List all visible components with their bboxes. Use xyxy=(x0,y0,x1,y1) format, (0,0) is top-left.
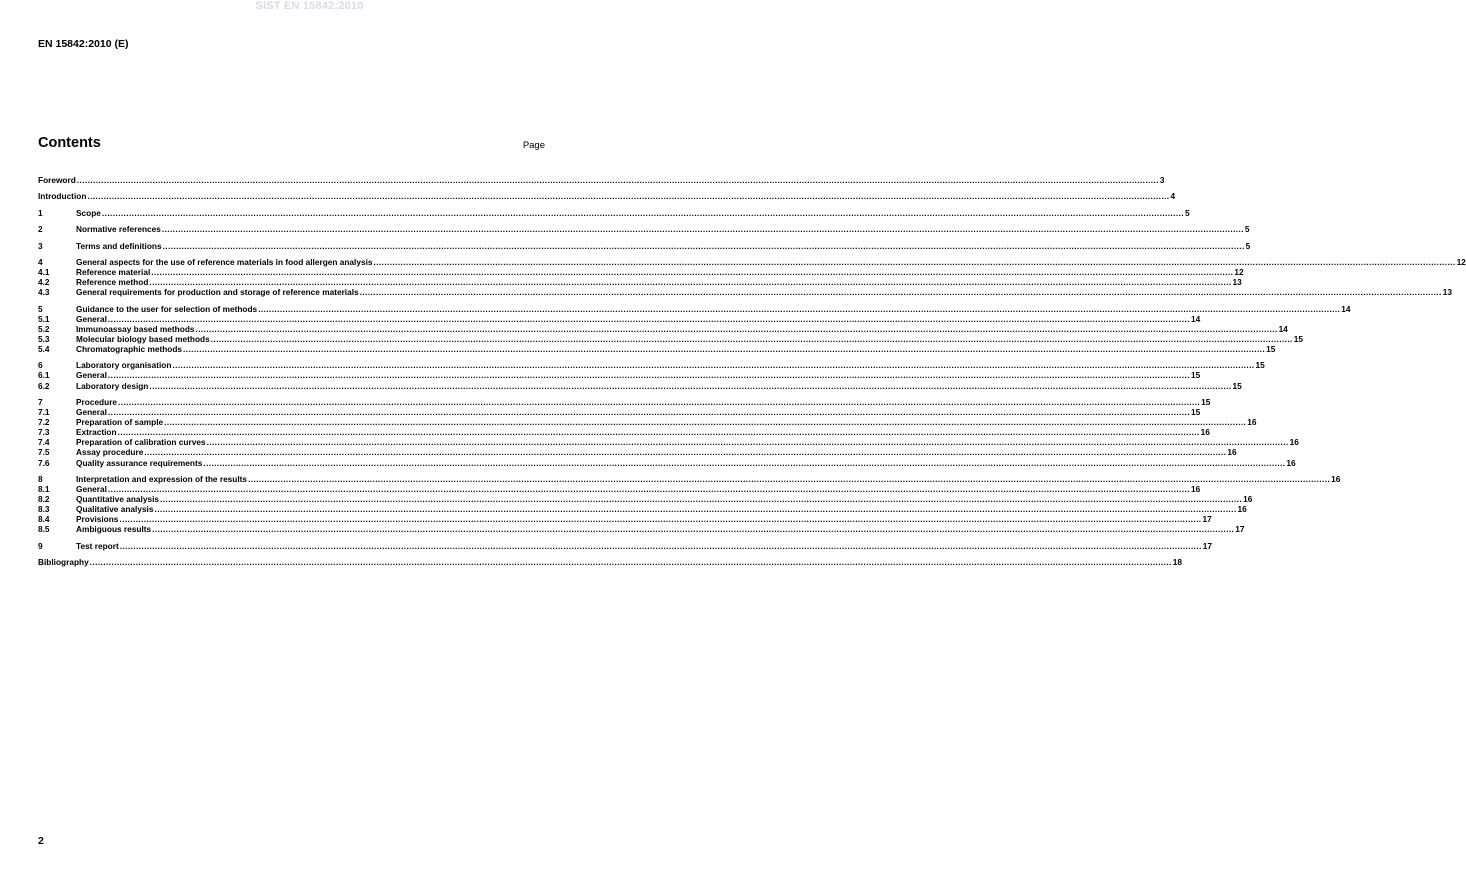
toc-entry-page: 16 xyxy=(1237,504,1247,515)
toc-entry-page: 15 xyxy=(1232,380,1242,391)
toc-entry-number: 5.3 xyxy=(38,333,50,344)
toc-dot-leader: ................................................................................................................................................................................................................................................................................................................................................................................................................ xyxy=(76,175,1159,185)
toc-entry-page: 15 xyxy=(1255,360,1265,371)
toc-entry-number: 3 xyxy=(38,240,43,251)
toc-entry-title: Qualitative analysis xyxy=(76,504,154,515)
toc-entry[interactable] xyxy=(38,504,1247,515)
toc-dot-leader: ................................................................................................................................................................................................................................................................................................................................................................................................................ xyxy=(107,370,1190,381)
toc-entry-number: 9 xyxy=(38,540,43,551)
toc-entry-title: Preparation of sample xyxy=(76,417,164,428)
toc-entry-page: 18 xyxy=(1172,557,1183,568)
toc-entry[interactable] xyxy=(38,344,1276,354)
toc-entry-number: 8.1 xyxy=(38,484,50,495)
toc-entry-page: 13 xyxy=(1442,287,1452,298)
toc-entry[interactable] xyxy=(38,437,1299,448)
toc-entry[interactable] xyxy=(38,417,1257,428)
toc-entry-page: 17 xyxy=(1202,514,1212,525)
toc-entry-number: 7 xyxy=(38,396,43,407)
toc-entry-page: 16 xyxy=(1289,437,1299,448)
toc-dot-leader: ................................................................................................................................................................................................................................................................................................................................................................................................................ xyxy=(164,417,1247,428)
toc-entry-title: Molecular biology based methods xyxy=(76,333,210,344)
toc-dot-leader: ................................................................................................................................................................................................................................................................................................................................................................................................................ xyxy=(203,457,1286,468)
toc-entry[interactable] xyxy=(38,207,1190,218)
toc-entry[interactable] xyxy=(38,494,1253,505)
toc-entry-number: 7.3 xyxy=(38,427,50,438)
toc-entry-page: 17 xyxy=(1202,540,1213,551)
toc-dot-leader: ................................................................................................................................................................................................................................................................................................................................................................................................................ xyxy=(107,313,1190,324)
toc-entry-title: Preparation of calibration curves xyxy=(76,437,206,448)
toc-entry-title: Assay procedure xyxy=(76,447,144,458)
toc-entry-title: Provisions xyxy=(76,514,119,525)
toc-entry[interactable] xyxy=(38,396,1211,407)
toc-entry-number: 7.6 xyxy=(38,457,50,468)
toc-entry-number: 5.1 xyxy=(38,313,50,324)
toc-entry-title: Laboratory organisation xyxy=(76,360,172,371)
toc-entry-title: Guidance to the user for selection of methods xyxy=(76,303,258,314)
toc-entry-number: 1 xyxy=(38,207,43,218)
toc-entry[interactable] xyxy=(38,256,1466,267)
toc-entry-page: 15 xyxy=(1201,396,1211,407)
toc-entry[interactable] xyxy=(38,557,1183,568)
toc-entry[interactable] xyxy=(38,287,1452,298)
toc-entry-title: General xyxy=(76,370,107,381)
toc-dot-leader: ................................................................................................................................................................................................................................................................................................................................................................................................................ xyxy=(161,224,1244,235)
toc-entry-page: 16 xyxy=(1227,447,1237,458)
toc-entry[interactable] xyxy=(38,333,1303,344)
toc-entry-title: Chromatographic methods xyxy=(76,344,183,354)
toc-entry[interactable] xyxy=(38,277,1242,288)
toc-entry-page: 15 xyxy=(1190,407,1201,418)
toc-entry-page: 16 xyxy=(1243,494,1253,505)
toc-entry-number: 5.4 xyxy=(38,344,50,354)
toc-entry-page: 15 xyxy=(1293,333,1303,344)
toc-entry-page: 13 xyxy=(1232,277,1242,288)
toc-dot-leader: ................................................................................................................................................................................................................................................................................................................................................................................................................ xyxy=(206,437,1289,448)
toc-entry-page: 5 xyxy=(1245,240,1251,251)
toc-dot-leader: ................................................................................................................................................................................................................................................................................................................................................................................................................ xyxy=(87,191,1170,202)
toc-dot-leader: ................................................................................................................................................................................................................................................................................................................................................................................................................ xyxy=(144,447,1227,458)
toc-dot-leader: ................................................................................................................................................................................................................................................................................................................................................................................................................ xyxy=(89,557,1172,568)
toc-entry-title: Procedure xyxy=(76,396,118,407)
toc-entry-number: 7.1 xyxy=(38,407,50,418)
toc-entry[interactable] xyxy=(38,457,1296,468)
toc-entry-number: 7.2 xyxy=(38,417,50,428)
toc-entry-page: 4 xyxy=(1170,191,1176,202)
toc-entry[interactable] xyxy=(38,303,1351,314)
toc-entry[interactable] xyxy=(38,427,1210,438)
toc-entry[interactable] xyxy=(38,360,1265,371)
toc-entry-number: 7.5 xyxy=(38,447,50,458)
document-id: EN 15842:2010 (E) xyxy=(38,38,129,50)
toc-dot-leader: ................................................................................................................................................................................................................................................................................................................................................................................................................ xyxy=(183,344,1266,354)
toc-entry-title: Test report xyxy=(76,540,119,551)
toc-entry-page: 16 xyxy=(1286,457,1296,468)
toc-dot-leader: ................................................................................................................................................................................................................................................................................................................................................................................................................ xyxy=(101,207,1184,218)
toc-entry-title: Foreword xyxy=(38,175,76,185)
toc-entry-number: 4.1 xyxy=(38,267,50,278)
toc-entry[interactable] xyxy=(38,323,1288,334)
toc-entry[interactable] xyxy=(38,473,1341,484)
toc-entry[interactable] xyxy=(38,313,1201,324)
toc-entry-title: Bibliography xyxy=(38,557,89,568)
toc-dot-leader: ................................................................................................................................................................................................................................................................................................................................................................................................................ xyxy=(117,427,1200,438)
toc-entry-title: Scope xyxy=(76,207,101,218)
toc-entry-page: 12 xyxy=(1456,256,1466,267)
toc-entry[interactable] xyxy=(38,380,1242,391)
toc-entry-number: 8.3 xyxy=(38,504,50,515)
toc-entry-number: 6.2 xyxy=(38,380,50,391)
toc-entry-number: 2 xyxy=(38,224,43,235)
toc-entry-title: Interpretation and expression of the results xyxy=(76,473,248,484)
toc-entry-title: Normative references xyxy=(76,224,161,235)
toc-entry-title: Laboratory design xyxy=(76,380,149,391)
toc-dot-leader: ................................................................................................................................................................................................................................................................................................................................................................................................................ xyxy=(160,494,1243,505)
toc-dot-leader: ................................................................................................................................................................................................................................................................................................................................................................................................................ xyxy=(162,240,1245,251)
toc-entry-title: General requirements for production and storage of reference materials xyxy=(76,287,359,298)
toc-entry-title: General aspects for the use of reference materials in food allergen analysis xyxy=(76,256,373,267)
toc-dot-leader: ................................................................................................................................................................................................................................................................................................................................................................................................................ xyxy=(210,333,1293,344)
toc-dot-leader: ................................................................................................................................................................................................................................................................................................................................................................................................................ xyxy=(154,504,1237,515)
toc-entry-title: Terms and definitions xyxy=(76,240,162,251)
toc-entry-title: Extraction xyxy=(76,427,117,438)
toc-entry-page: 14 xyxy=(1341,303,1351,314)
toc-dot-leader: ................................................................................................................................................................................................................................................................................................................................................................................................................ xyxy=(119,540,1202,551)
toc-entry[interactable] xyxy=(38,447,1237,458)
toc-entry-number: 8 xyxy=(38,473,43,484)
toc-entry-number: 6 xyxy=(38,360,43,371)
toc-dot-leader: ................................................................................................................................................................................................................................................................................................................................................................................................................ xyxy=(195,323,1278,334)
toc-entry-title: Ambiguous results xyxy=(76,524,152,535)
table-of-contents xyxy=(38,175,1466,568)
toc-dot-leader: ................................................................................................................................................................................................................................................................................................................................................................................................................ xyxy=(107,407,1190,418)
toc-entry[interactable] xyxy=(38,175,1165,185)
toc-entry[interactable] xyxy=(38,240,1251,251)
toc-entry-page: 14 xyxy=(1278,323,1288,334)
toc-entry-title: Quality assurance requirements xyxy=(76,457,203,468)
toc-entry-page: 5 xyxy=(1244,224,1250,235)
toc-entry-title: General xyxy=(76,313,107,324)
toc-entry-title: Reference material xyxy=(76,267,151,278)
toc-dot-leader: ................................................................................................................................................................................................................................................................................................................................................................................................................ xyxy=(373,256,1456,267)
toc-dot-leader: ................................................................................................................................................................................................................................................................................................................................................................................................................ xyxy=(248,473,1331,484)
toc-entry-page: 14 xyxy=(1190,313,1201,324)
toc-entry-title: Quantitative analysis xyxy=(76,494,160,505)
toc-dot-leader: ................................................................................................................................................................................................................................................................................................................................................................................................................ xyxy=(152,524,1235,535)
page-column-label: Page xyxy=(522,140,545,151)
toc-entry-number: 6.1 xyxy=(38,370,50,381)
toc-entry[interactable] xyxy=(38,484,1201,495)
toc-entry-page: 16 xyxy=(1331,473,1341,484)
toc-entry[interactable] xyxy=(38,540,1213,551)
toc-entry-number: 4.3 xyxy=(38,287,50,298)
toc-entry-page: 17 xyxy=(1235,524,1245,535)
toc-entry-page: 16 xyxy=(1200,427,1210,438)
toc-entry-page: 12 xyxy=(1234,267,1244,278)
toc-dot-leader: ................................................................................................................................................................................................................................................................................................................................................................................................................ xyxy=(149,380,1232,391)
toc-dot-leader: ................................................................................................................................................................................................................................................................................................................................................................................................................ xyxy=(107,484,1190,495)
toc-dot-leader: ................................................................................................................................................................................................................................................................................................................................................................................................................ xyxy=(149,277,1232,288)
toc-entry-title: Immunoassay based methods xyxy=(76,323,195,334)
watermark: SIST EN 15842:2010 xyxy=(255,0,364,12)
toc-entry[interactable] xyxy=(38,267,1244,278)
toc-entry-page: 16 xyxy=(1247,417,1257,428)
toc-entry-number: 8.2 xyxy=(38,494,50,505)
toc-entry[interactable] xyxy=(38,224,1250,235)
toc-entry-number: 5 xyxy=(38,303,43,314)
toc-entry-page: 5 xyxy=(1184,207,1190,218)
toc-dot-leader: ................................................................................................................................................................................................................................................................................................................................................................................................................ xyxy=(118,396,1201,407)
toc-entry-page: 15 xyxy=(1266,344,1276,354)
toc-entry[interactable] xyxy=(38,407,1201,418)
toc-entry-number: 7.4 xyxy=(38,437,50,448)
toc-entry-title: General xyxy=(76,484,107,495)
toc-entry-number: 4.2 xyxy=(38,277,50,288)
contents-title: Contents xyxy=(38,135,101,151)
toc-entry-number: 5.2 xyxy=(38,323,50,334)
toc-entry-title: Reference method xyxy=(76,277,149,288)
toc-entry-number: 4 xyxy=(38,256,43,267)
toc-entry-number: 8.5 xyxy=(38,524,50,535)
toc-entry-number: 8.4 xyxy=(38,514,50,525)
toc-entry-title: Introduction xyxy=(38,191,87,202)
toc-entry-page: 15 xyxy=(1190,370,1201,381)
toc-entry-title: General xyxy=(76,407,107,418)
toc-entry-page: 16 xyxy=(1190,484,1201,495)
toc-entry-page: 3 xyxy=(1159,175,1165,185)
toc-dot-leader: ................................................................................................................................................................................................................................................................................................................................................................................................................ xyxy=(151,267,1234,278)
toc-dot-leader: ................................................................................................................................................................................................................................................................................................................................................................................................................ xyxy=(172,360,1255,371)
toc-entry[interactable] xyxy=(38,191,1176,202)
toc-dot-leader: ................................................................................................................................................................................................................................................................................................................................................................................................................ xyxy=(119,514,1202,525)
toc-dot-leader: ................................................................................................................................................................................................................................................................................................................................................................................................................ xyxy=(359,287,1442,298)
toc-entry[interactable] xyxy=(38,524,1245,535)
toc-entry[interactable] xyxy=(38,514,1212,525)
toc-dot-leader: ................................................................................................................................................................................................................................................................................................................................................................................................................ xyxy=(258,303,1341,314)
page-number: 2 xyxy=(38,835,44,847)
toc-entry[interactable] xyxy=(38,370,1201,381)
